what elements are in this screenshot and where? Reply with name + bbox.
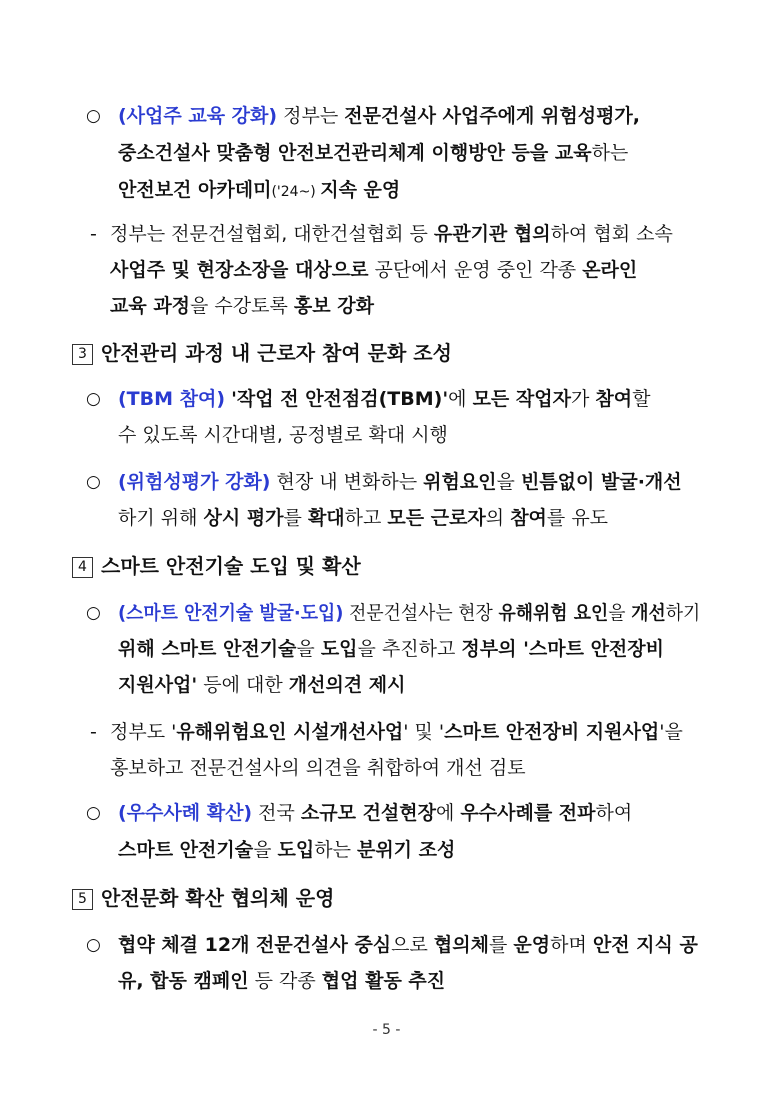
- paragraph-line: 교육 과정을 수강토록 홍보 강화: [110, 295, 374, 317]
- paragraph-line: 사업주 및 현장소장을 대상으로 공단에서 운영 중인 각종 온라인: [110, 259, 638, 281]
- section-label: (위험성평가 강화): [118, 471, 271, 493]
- paragraph-line: 협약 체결 12개 전문건설사 중심으로 협의체를 운영하며 안전 지식 공: [118, 934, 698, 956]
- circle-bullet-icon: ○: [86, 803, 101, 823]
- circle-bullet-icon: ○: [86, 106, 101, 126]
- section-heading-5: [72, 884, 334, 912]
- section-label: (스마트 안전기술 발굴·도입): [118, 602, 344, 624]
- paragraph-line: 수 있도록 시간대별, 공정별로 확대 시행: [118, 424, 448, 446]
- paragraph-line: 홍보하고 전문건설사의 의견을 취합하여 개선 검토: [110, 757, 526, 779]
- paragraph-line: 하기 위해 상시 평가를 확대하고 모든 근로자의 참여를 유도: [118, 507, 609, 529]
- section-heading-4: [72, 552, 361, 580]
- circle-bullet-icon: ○: [86, 603, 101, 623]
- heading-title: 스마트 안전기술 도입 및 확산: [101, 554, 361, 578]
- page-number: - 5 -: [372, 1022, 401, 1038]
- paragraph-line: 위해 스마트 안전기술을 도입을 추진하고 정부의 '스마트 안전장비: [118, 638, 664, 660]
- boxed-number-icon: 5: [72, 889, 93, 910]
- paragraph-line: 유, 합동 캠페인 등 각종 협업 활동 추진: [118, 970, 446, 992]
- paragraph-line: 중소건설사 맞춤형 안전보건관리체계 이행방안 등을 교육하는: [118, 142, 629, 164]
- heading-title: 안전문화 확산 협의체 운영: [101, 886, 335, 910]
- paragraph-line: (TBM 참여) '작업 전 안전점검(TBM)'에 모든 작업자가 참여할: [118, 388, 651, 410]
- boxed-number-icon: 3: [72, 344, 93, 365]
- section-heading-3: [72, 339, 452, 367]
- circle-bullet-icon: ○: [86, 389, 101, 409]
- paragraph-line: (위험성평가 강화) 현장 내 변화하는 위험요인을 빈틈없이 발굴·개선: [118, 471, 682, 493]
- paragraph-line: 지원사업' 등에 대한 개선의견 제시: [118, 674, 406, 696]
- paragraph-line: (우수사례 확산) 전국 소규모 건설현장에 우수사례를 전파하여: [118, 802, 633, 824]
- paragraph-line: 정부는 전문건설협회, 대한건설협회 등 유관기관 협의하여 협회 소속: [110, 223, 673, 245]
- dash-bullet-icon: -: [90, 721, 97, 743]
- boxed-number-icon: 4: [72, 557, 93, 578]
- paragraph-line: 안전보건 아카데미('24~) 지속 운영: [118, 179, 401, 201]
- section-label: (TBM 참여): [118, 388, 226, 410]
- dash-bullet-icon: -: [90, 223, 97, 245]
- paragraph-line: 정부도 '유해위험요인 시설개선사업' 및 '스마트 안전장비 지원사업'을: [110, 721, 683, 743]
- section-label: (우수사례 확산): [118, 802, 253, 824]
- paragraph-line: 스마트 안전기술을 도입하는 분위기 조성: [118, 839, 456, 861]
- circle-bullet-icon: ○: [86, 935, 101, 955]
- section-label: (사업주 교육 강화): [118, 105, 278, 127]
- paragraph-line: (스마트 안전기술 발굴·도입) 전문건설사는 현장 유해위험 요인을 개선하기: [118, 602, 701, 624]
- circle-bullet-icon: ○: [86, 472, 101, 492]
- heading-title: 안전관리 과정 내 근로자 참여 문화 조성: [101, 341, 452, 365]
- paragraph-line: (사업주 교육 강화) 정부는 전문건설사 사업주에게 위험성평가,: [118, 105, 640, 127]
